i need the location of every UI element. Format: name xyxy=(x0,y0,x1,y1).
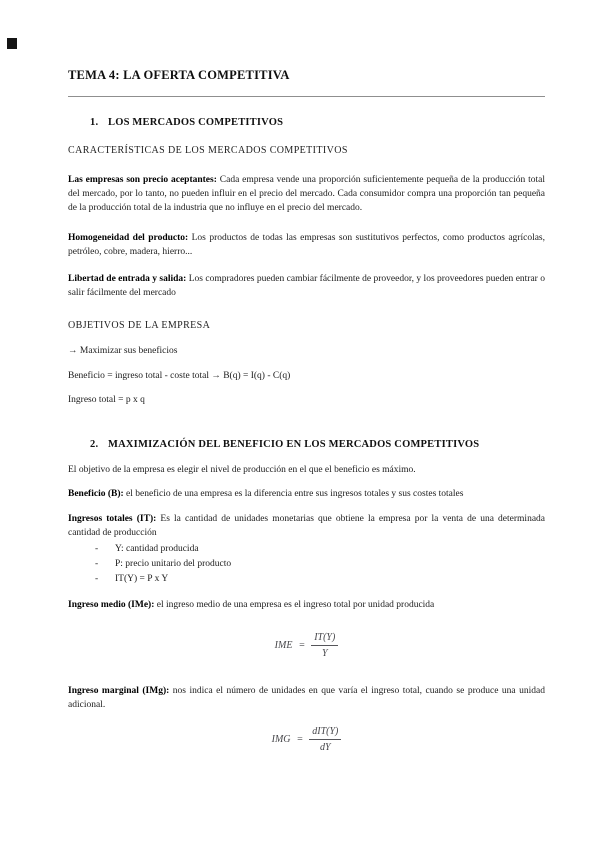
section2-heading-label: MAXIMIZACIÓN DEL BENEFICIO EN LOS MERCADOS COMPETITIVOS xyxy=(108,439,480,450)
section1-heading-label: LOS MERCADOS COMPETITIVOS xyxy=(108,117,284,128)
bullet-dash: - xyxy=(95,559,99,569)
formula-img-numerator: dIT(Y) xyxy=(309,725,341,740)
formula-img-denominator: dY xyxy=(320,742,331,753)
paragraph-marginal-income-text: nos indica el número de unidades en que varía el ingreso total, cuando se produce una unidad adicional. xyxy=(68,686,545,710)
section2-heading xyxy=(68,438,545,451)
bullet-text-y: Y: cantidad producida xyxy=(115,544,199,554)
formula-img-fraction xyxy=(309,725,341,754)
formula-ime-fraction xyxy=(311,631,338,660)
objectives-subheading: OBJETIVOS DE LA EMPRESA xyxy=(68,320,211,331)
paragraph-benefit-def-lead: Beneficio (B): xyxy=(68,489,124,499)
paragraph-average-income xyxy=(68,598,545,612)
title-divider xyxy=(68,96,545,97)
paragraph-average-income-text: el ingreso medio de una empresa es el ingreso total por unidad producida xyxy=(154,600,435,610)
paragraph-homogeneity-lead: Homogeneidad del producto: xyxy=(68,233,189,243)
section2-number: 2. xyxy=(90,439,99,450)
characteristics-subheading: CARACTERÍSTICAS DE LOS MERCADOS COMPETITIVOS xyxy=(68,145,348,156)
section2-intro: El objetivo de la empresa es elegir el nivel de producción en el que el beneficio es máximo. xyxy=(68,465,416,475)
formula-ime-denominator: Y xyxy=(321,648,328,659)
formula-ime-lhs: IME xyxy=(274,640,293,651)
objective-line: → Maximizar sus beneficios xyxy=(68,346,178,356)
paragraph-total-income-def-lead: Ingresos totales (IT): xyxy=(68,514,157,524)
paragraph-free-entry-lead: Libertad de entrada y salida: xyxy=(68,274,187,284)
paragraph-marginal-income xyxy=(68,684,545,712)
paragraph-price-takers-lead: Las empresas son precio aceptantes: xyxy=(68,175,217,185)
paragraph-benefit-def xyxy=(68,487,545,501)
paragraph-average-income-lead: Ingreso medio (IMe): xyxy=(68,600,155,610)
paragraph-free-entry-text: Los compradores pueden cambiar fácilmente de proveedor, y los proveedores pueden entrar o salir fácilmente del mercado xyxy=(68,274,545,298)
paragraph-total-income-def-text: Es la cantidad de unidades monetarias que obtiene la empresa por la venta de una determinada cantidad de producción xyxy=(68,514,545,538)
section1-heading xyxy=(68,116,545,129)
paragraph-marginal-income-lead: Ingreso marginal (IMg): xyxy=(68,686,170,696)
marginal-income-formula xyxy=(68,725,545,754)
page-title: TEMA 4: LA OFERTA COMPETITIVA xyxy=(68,68,290,82)
document-content xyxy=(68,0,545,754)
paragraph-price-takers xyxy=(68,173,545,215)
bullet-text-it: IT(Y) = P x Y xyxy=(115,574,169,584)
formula-ime-numerator: IT(Y) xyxy=(311,631,338,646)
bullet-text-p: P: precio unitario del producto xyxy=(115,559,232,569)
paragraph-homogeneity-text: Los productos de todas las empresas son sustitutivos perfectos, como productos agrícolas, petróleo, cobre, madera, hierro... xyxy=(68,233,545,257)
section1-number: 1. xyxy=(90,117,99,128)
average-income-formula xyxy=(68,631,545,660)
income-equation-line: Ingreso total = p x q xyxy=(68,395,145,405)
list-item xyxy=(95,542,545,557)
paragraph-price-takers-text: Cada empresa vende una proporción suficientemente pequeña de la producción total del mercado, por lo tanto, no pueden influir en el precio del mercado. Cada consumidor compra una proporción tan pequeña de la producción total de la industria que no influye en el precio del mercado. xyxy=(68,175,545,213)
corner-mark xyxy=(7,38,17,49)
bullet-dash: - xyxy=(95,544,99,554)
formula-img-lhs: IMG xyxy=(271,734,291,745)
total-income-bullet-list xyxy=(68,542,545,587)
bullet-dash: - xyxy=(95,574,99,584)
paragraph-free-entry xyxy=(68,272,545,300)
paragraph-homogeneity xyxy=(68,231,545,259)
paragraph-benefit-def-text: el beneficio de una empresa es la diferencia entre sus ingresos totales y sus costes totales xyxy=(123,489,464,499)
benefit-equation-line: Beneficio = ingreso total - coste total → B(q) = I(q) - C(q) xyxy=(68,371,291,381)
formula-img-equals: = xyxy=(296,734,304,745)
list-item xyxy=(95,557,545,572)
formula-ime-equals: = xyxy=(298,640,306,651)
paragraph-total-income-def xyxy=(68,512,545,540)
list-item xyxy=(95,572,545,587)
